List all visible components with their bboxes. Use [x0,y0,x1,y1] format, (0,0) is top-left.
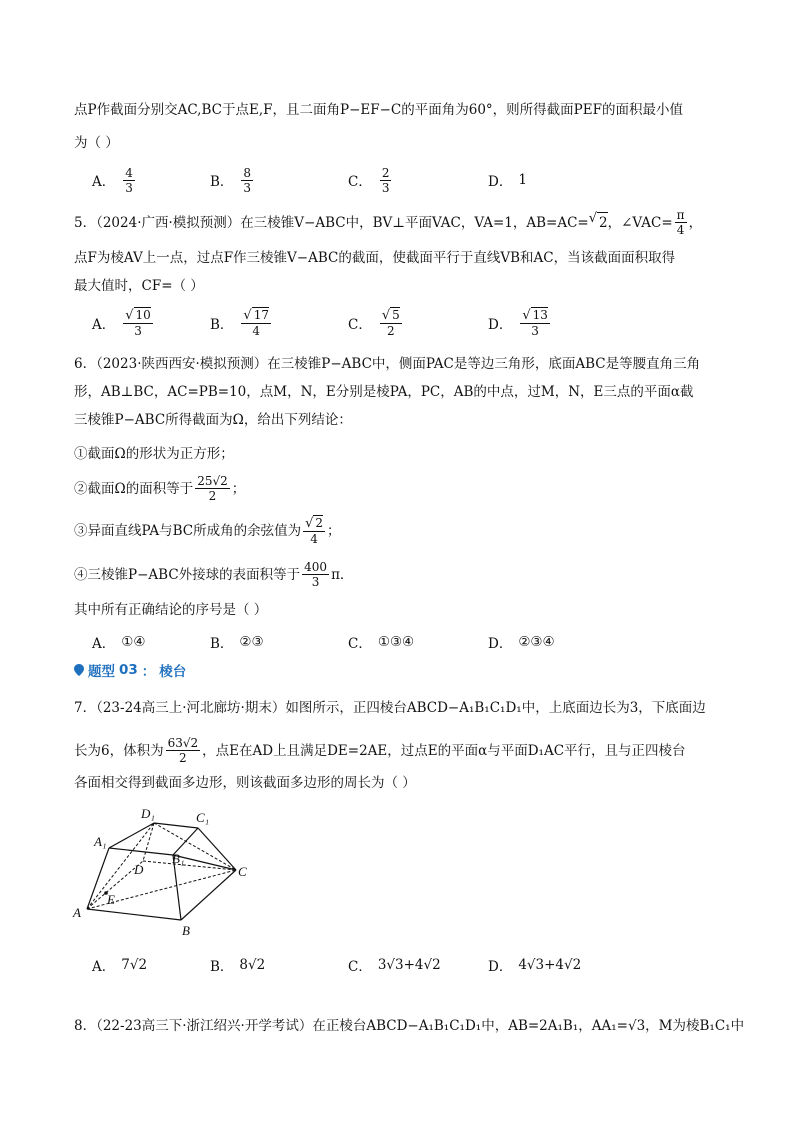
radicand: 10 [135,308,151,322]
option-value: 1 [518,172,527,188]
q7-option-c [348,945,441,985]
label-e: E [107,892,115,907]
q4-line-2: 为（ ） [74,135,119,151]
q6-conclusion-1: ①截面Ω的形状为正方形； [74,446,234,462]
fraction [241,308,271,338]
option-label: B． [210,317,234,333]
q4-option-c [348,160,393,200]
label-a1: A₁ [94,834,107,849]
numerator: 400 [304,560,328,574]
numerator: 25√2 [197,474,228,488]
option-label: A． [92,636,116,652]
numerator: √ 10 [125,308,151,323]
option-value: ①④ [121,634,146,650]
option-label: A． [92,317,116,333]
q5-option-d [488,303,552,343]
label-c1: C₁ [196,810,210,825]
label-d: D [134,862,144,877]
q5-line-1 [74,208,702,237]
conclusion-text: ； [327,523,341,539]
fraction [123,166,135,195]
section-number: 03 [119,662,138,678]
numerator: 8 [243,165,252,180]
q5-option-b [210,303,273,343]
sqrt [589,212,608,233]
numerator: 63√2 [167,736,199,750]
numerator: π [676,208,685,222]
option-label: D． [488,636,513,652]
option-label: B． [210,174,234,190]
option-label: A． [92,174,116,190]
denominator: 4 [310,532,318,546]
conclusion-text: ； [231,480,246,497]
option-label: A． [92,959,116,975]
denominator: 3 [243,180,252,195]
denominator: 3 [134,324,142,338]
denominator: 4 [676,223,685,237]
fraction [241,166,253,195]
option-label: D． [488,959,513,975]
q7-option-d [488,945,581,985]
frustum-figure [68,803,258,939]
q7-options [92,945,732,985]
radical-sign: √ [588,211,598,226]
option-value: ①③④ [377,634,415,650]
option-value: 7√2 [121,957,148,973]
q5-text: ，∠VAC= [607,214,673,231]
denominator: 3 [125,180,133,195]
fraction [166,736,201,765]
q6-conclusion-2 [74,474,245,503]
q6-options [92,622,732,662]
option-label: C． [348,636,372,652]
q4-options [92,160,732,200]
label-c: C [238,864,247,879]
q5-option-c [348,303,404,343]
radicand: 17 [253,308,269,322]
q5-options [92,303,732,343]
denominator: 3 [311,575,320,589]
edge-c-c1 [198,828,236,870]
radicand: 13 [532,308,548,322]
q5-line-3: 最大值时，CF=（ ） [74,278,204,294]
label-d1: D₁ [141,806,155,821]
fraction [303,516,325,546]
numerator: √ 13 [522,308,548,323]
q4-option-b [210,160,255,200]
edge-a1-b1 [109,848,173,855]
option-label: B． [210,636,234,652]
edge-a-a1 [87,848,109,909]
section-title: 棱台 [159,664,187,680]
label-a: A [73,905,81,920]
fraction [675,208,687,237]
edge-d-c [143,861,236,870]
conclusion-text: π． [331,566,354,583]
q8-line-1: 8．（22-23高三下·浙江绍兴·开学考试）在正棱台ABCD−A₁B₁C₁D₁中，AB=2A₁B₁，AA₁=√3，M为棱B₁C₁中 [74,1018,745,1034]
q6-line-2: 形，AB⊥BC，AC=PB=10，点M，N，E分别是棱PA，PC，AB的中点，过M，N，E三点的平面α截 [74,384,694,400]
q7-line-1: 7．（23-24高三上·河北廊坊·期末）如图所示，正四棱台ABCD−A₁B₁C₁D₁中，上底面边长为3，下底面边 [74,700,706,716]
radicand: 5 [392,308,400,322]
label-b: B [182,923,190,938]
conclusion-text: ③异面直线PA与BC所成角的余弦值为 [74,523,302,539]
q6-option-c [348,622,414,662]
q7-line-2 [74,736,686,765]
diagonal-d1-c [154,823,236,870]
q7-text: 长为6，体积为 [74,742,164,759]
numerator: 2 [381,165,390,180]
conclusion-text: ②截面Ω的面积等于 [74,480,194,497]
q6-option-a [92,622,145,662]
q7-line-3: 各面相交得到截面多边形，则该截面多边形的周长为（ ） [74,775,416,791]
q4-option-a [92,160,137,200]
fraction [520,308,550,338]
fraction [380,308,402,338]
option-label: C． [348,317,372,333]
location-pin-icon [74,664,84,676]
q6-option-b [210,622,264,662]
q6-line-3: 三棱锥P−ABC所得截面为Ω，给出下列结论： [74,412,352,428]
q7-option-b [210,945,265,985]
edge-a-b [87,909,181,920]
option-label: C． [348,174,372,190]
denominator: 3 [531,324,539,338]
denominator: 4 [252,324,261,338]
fraction [195,474,230,503]
section-prefix: 题型 [88,664,115,680]
option-label: C． [348,959,372,975]
denominator: 2 [208,489,217,503]
option-value: 8√2 [239,957,266,973]
option-value: ②③④ [518,634,555,650]
radicand: 2 [315,516,324,530]
q6-conclusion-4 [74,560,353,589]
option-label: D． [488,317,513,333]
fraction [123,308,153,338]
q7-option-a [92,945,147,985]
section-separator: ： [141,664,156,680]
conclusion-text: ④三棱锥P−ABC外接球的表面积等于 [74,566,301,583]
q6-conclusion-3 [74,516,341,546]
q6-ask: 其中所有正确结论的序号是（ ） [74,602,268,618]
denominator: 3 [381,180,390,195]
section-heading [74,660,186,680]
numerator: √ 5 [381,308,400,323]
q6-option-d [488,622,555,662]
q5-text: 5．（2024·广西·模拟预测）在三棱锥V−ABC中，BV⊥平面VAC，VA=1，AB=AC= [74,214,589,231]
q4-option-d [488,160,527,200]
q5-option-a [92,303,155,343]
option-value: 3√3+4√2 [377,957,441,973]
denominator: 2 [179,751,187,765]
numerator: √ 2 [305,516,324,531]
option-value: ②③ [239,634,264,650]
q7-text: ，点E在AD上且满足DE=2AE，过点E的平面α与平面D₁AC平行，且与正四棱台 [202,742,686,759]
q5-text: ， [688,214,703,231]
option-label: B． [210,959,234,975]
q5-line-2: 点F为棱AV上一点，过点F作三棱锥V−ABC的截面，使截面平行于直线VB和AC，当该截面面积取得 [74,250,676,266]
numerator: √ 17 [243,308,269,323]
q4-line-1: 点P作截面分别交AC,BC于点E,F，且二面角P−EF−C的平面角为60°，则所得截面PEF的面积最小值 [74,102,683,118]
fraction [302,560,329,589]
fraction [380,166,392,195]
numerator: 4 [125,165,133,180]
option-label: D． [488,174,513,190]
option-value: 4√3+4√2 [518,957,582,973]
denominator: 2 [386,324,395,338]
label-b1: B₁ [172,851,185,866]
q6-line-1: 6．（2023·陕西西安·模拟预测）在三棱锥P−ABC中，侧面PAC是等边三角形，底面ABC是等腰直角三角 [74,356,701,372]
edge-a1-d1 [109,823,154,848]
radicand: 2 [597,212,608,233]
